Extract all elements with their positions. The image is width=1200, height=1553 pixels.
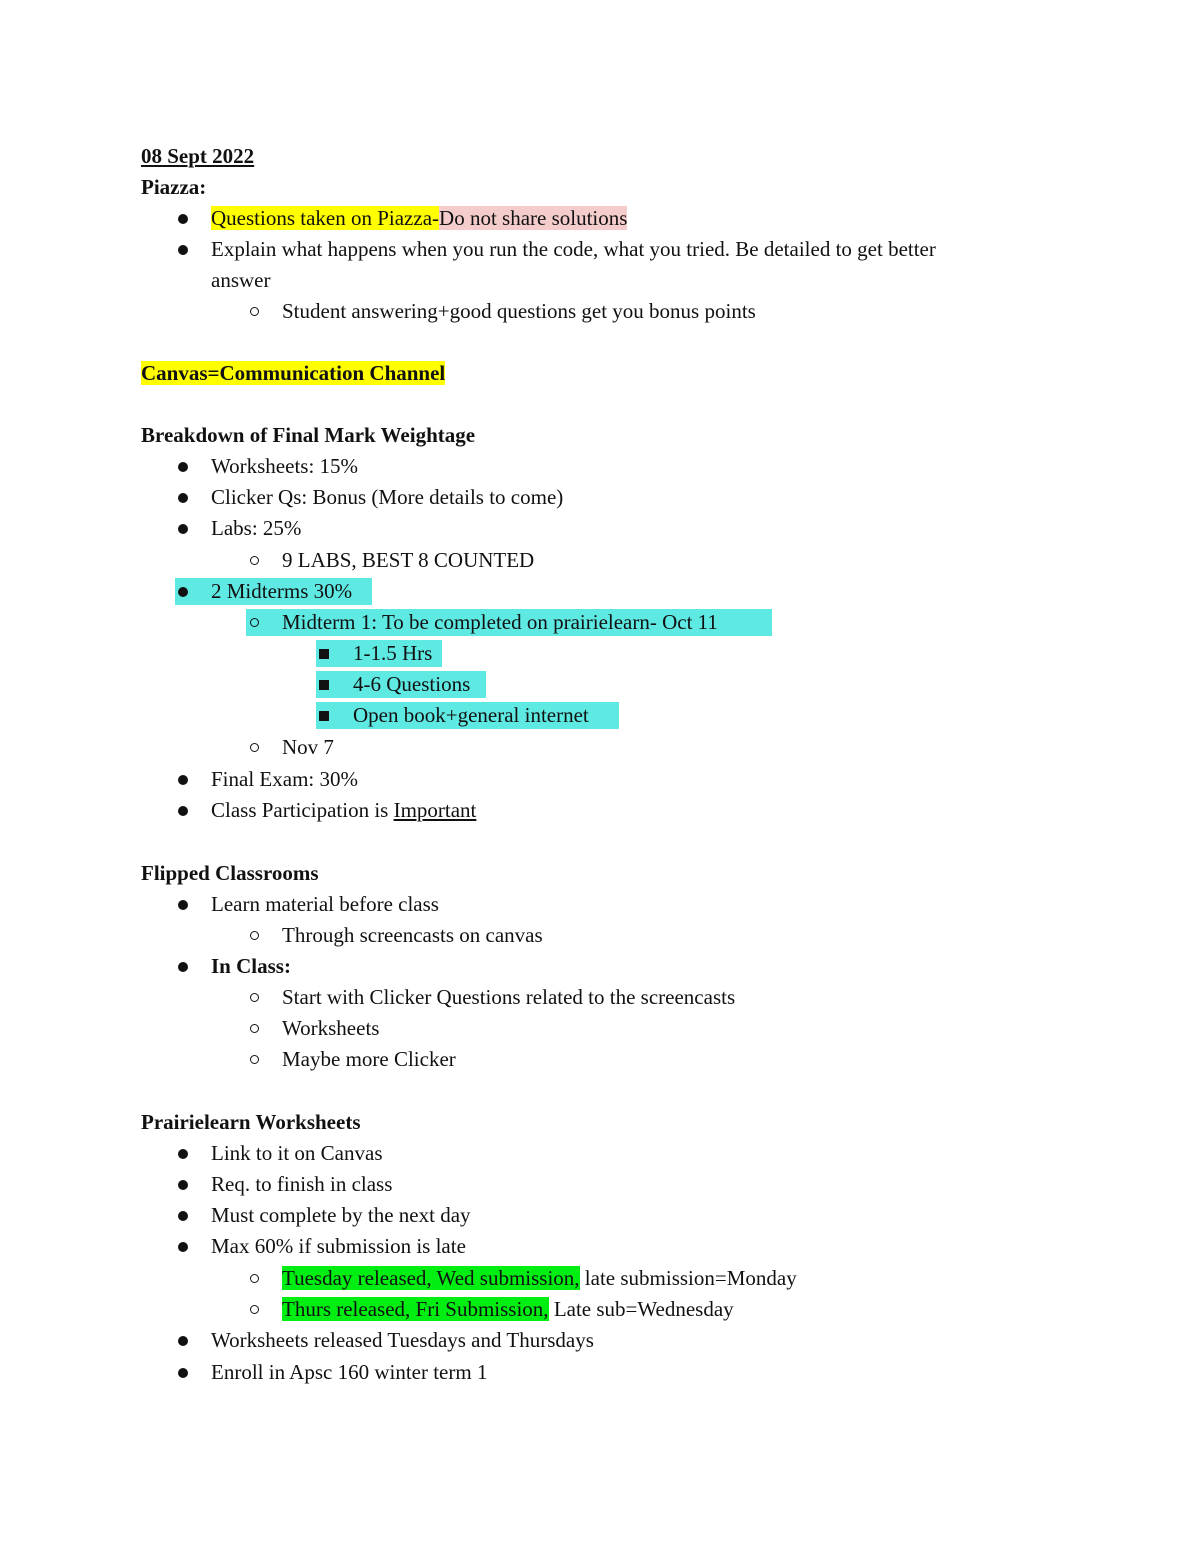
bullet-circle-icon: [250, 618, 259, 627]
bullet-disc-icon: [178, 1336, 188, 1346]
bullet-circle-icon: [250, 931, 259, 940]
prairielearn-heading: Prairielearn Worksheets: [141, 1110, 361, 1134]
bullet-disc-icon: [178, 214, 188, 224]
bullet-disc-icon: [178, 524, 188, 534]
flipped-heading: Flipped Classrooms: [141, 861, 319, 885]
bullet-disc-icon: [178, 1180, 188, 1190]
bullet-disc-icon: [178, 245, 188, 255]
list-item-continued: answer: [211, 268, 271, 292]
bullet-circle-icon: [250, 1024, 259, 1033]
bullet-square-icon: [319, 711, 329, 721]
document-page: 08 Sept 2022 Piazza: Questions taken on Piazza-Do not share solutions Explain what happens when you run the code, what you tried. Be detailed to get better answer Student answering+good questions get you bonus points Canvas=Communication Channel Breakdown of Final Mark Weightage Worksheets: 15% Clicker Qs: Bonus (More details to come) Labs: 25% 9 LABS, BEST 8 COUNTED 2 Midterms 30% Midterm 1: To be completed on prairielearn- Oct 11 1-1.5 Hrs 4-6 Questions Open book+general internet Nov 7 Final Exam: 30% Class Participation is Important Flipped Classrooms Learn material before class Through screencasts on canvas In Class: Start with Clicker Questions related to the screencasts Worksheets Maybe more Clicker Prairielearn Worksheets Link to it on Canvas Req. to finish in class Must complete by the next day Max 60% if submission is late Tuesday released, Wed submission, late submission=Monday Thurs released, Fri Submission, Late sub=Wednesday Worksheets released Tuesdays and Thursdays Enroll in Apsc 160 winter term 1: [141, 144, 936, 1384]
bullet-circle-icon: [250, 1055, 259, 1064]
bullet-disc-icon: [178, 1211, 188, 1221]
bullet-circle-icon: [250, 556, 259, 565]
canvas-heading: Canvas=Communication Channel: [141, 361, 446, 385]
date-heading: 08 Sept 2022: [141, 144, 255, 168]
bullet-disc-icon: [178, 1149, 188, 1159]
piazza-heading: Piazza:: [141, 175, 207, 199]
bullet-disc-icon: [178, 1368, 188, 1378]
bullet-disc-icon: [178, 900, 188, 910]
breakdown-heading: Breakdown of Final Mark Weightage: [141, 423, 476, 447]
bullet-circle-icon: [250, 1305, 259, 1314]
bullet-circle-icon: [250, 743, 259, 752]
bullet-disc-icon: [178, 962, 188, 972]
bullet-disc-icon: [178, 1242, 188, 1252]
bullet-disc-icon: [178, 806, 188, 816]
bullet-disc-icon: [178, 587, 188, 597]
bullet-disc-icon: [178, 462, 188, 472]
bullet-circle-icon: [250, 1274, 259, 1283]
bullet-circle-icon: [250, 993, 259, 1002]
bullet-square-icon: [319, 649, 329, 659]
bullet-square-icon: [319, 680, 329, 690]
bullet-disc-icon: [178, 775, 188, 785]
bullet-circle-icon: [250, 307, 259, 316]
bullet-disc-icon: [178, 493, 188, 503]
